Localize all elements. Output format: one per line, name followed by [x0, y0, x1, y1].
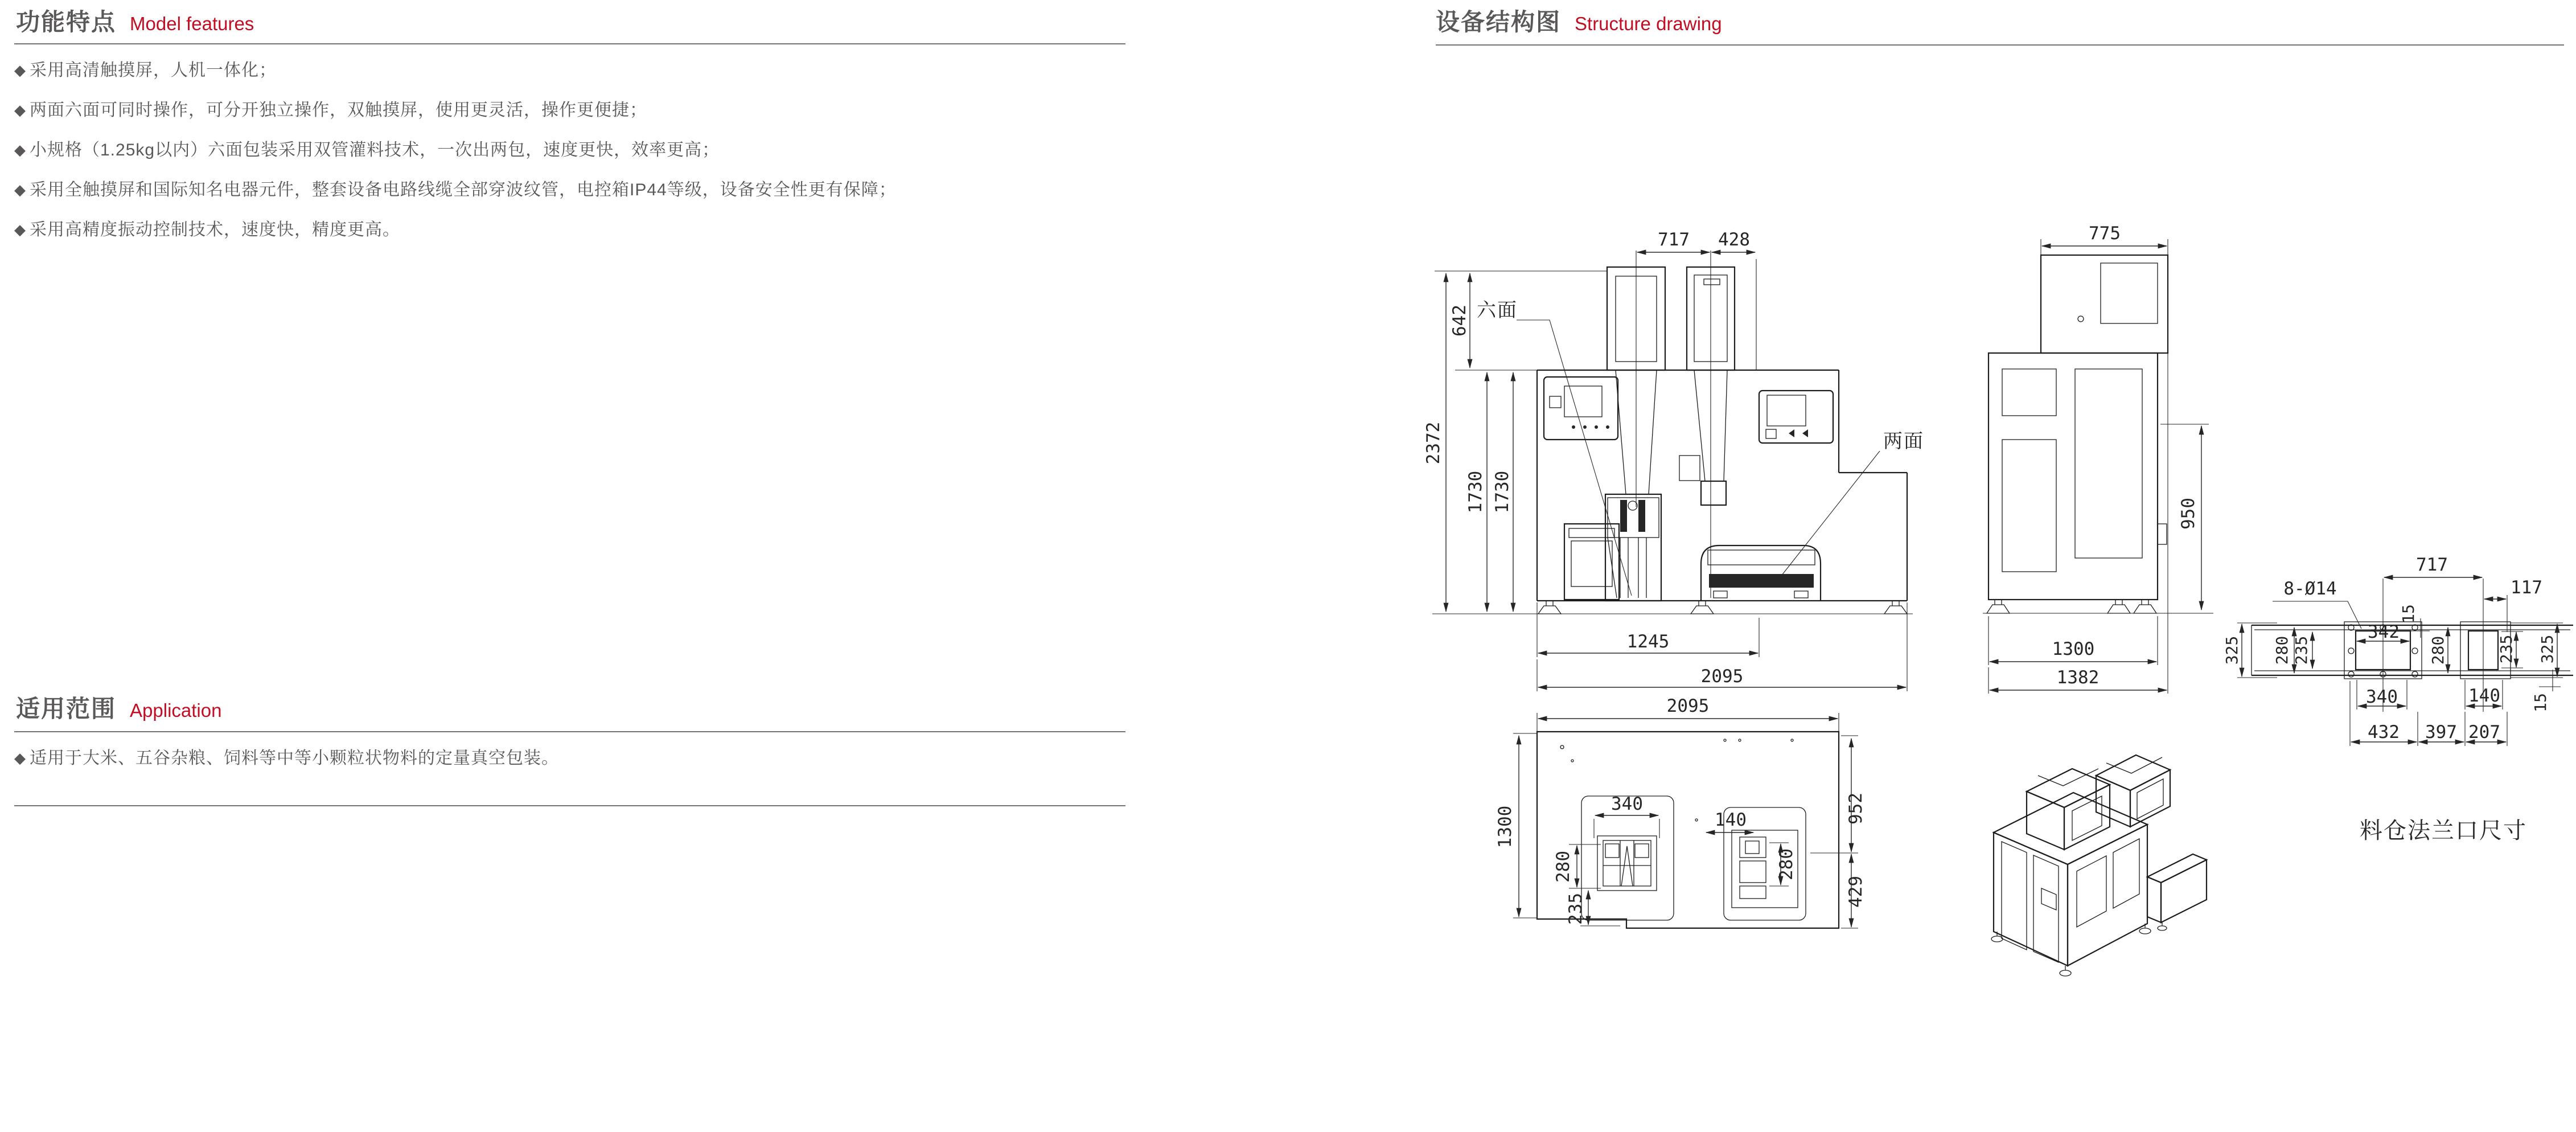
feature-text: 采用高精度振动控制技术，速度快，精度更高。 [30, 220, 400, 239]
part-label: 六面 [1477, 299, 1518, 322]
dimension-label: 1300 [2052, 639, 2095, 659]
dimension-label: 432 [2368, 722, 2400, 743]
conveyor-table [1701, 546, 1821, 601]
diamond-bullet-icon: ◆ [14, 141, 26, 158]
dimension-label: 1730 [1465, 470, 1486, 514]
feature-text: 小规格（1.25kg以内）六面包装采用双管灌料技术，一次出两包，速度更快，效率更高； [30, 141, 720, 159]
dimension-label: 1382 [2056, 667, 2100, 688]
dimension-labels [1423, 223, 2557, 925]
features-title-en: Model features [130, 13, 254, 34]
structure-title-en: Structure drawing [1575, 13, 1722, 34]
dimension-label: 428 [1718, 229, 1750, 250]
dimension-label: 2372 [1423, 421, 1444, 465]
dimension-label: 717 [1658, 229, 1690, 250]
dimension-label: 140 [1715, 810, 1747, 830]
dimension-label: 235 [1566, 893, 1586, 925]
top-view-six-side-station [1581, 796, 1674, 920]
side-top-cabinet [2041, 255, 2168, 353]
dimension-label: 280 [2429, 635, 2447, 665]
dimension-label: 2095 [1666, 696, 1710, 716]
bag-clamp-unit [1605, 494, 1661, 601]
touchscreen-panel-left [1544, 377, 1618, 440]
diamond-bullet-icon: ◆ [14, 181, 26, 198]
feature-text: 两面六面可同时操作，可分开独立操作，双触摸屏，使用更灵活，操作更便捷； [30, 101, 647, 120]
dimension-label: 235 [2292, 635, 2311, 665]
structure-title-zh: 设备结构图 [1436, 9, 1562, 35]
dimension-label: 340 [2366, 687, 2398, 707]
application-text: 适用于大米、五谷杂粮、饲料等中等小颗粒状物料的定量真空包装。 [30, 749, 559, 768]
dimension-label: 1245 [1626, 631, 1670, 652]
side-body [1989, 353, 2158, 600]
dimension-label: 280 [1553, 851, 1573, 883]
feature-text: 采用高清触摸屏，人机一体化； [30, 61, 277, 80]
dimension-label: 15 [2531, 693, 2550, 712]
isometric-view [1991, 755, 2207, 976]
dimension-label: 775 [2089, 223, 2121, 244]
dimension-label: 8-Ø14 [2283, 579, 2337, 599]
part-label: 两面 [1883, 430, 1924, 453]
diamond-bullet-icon: ◆ [14, 221, 26, 238]
application-title-zh: 适用范围 [16, 695, 117, 722]
dimension-label: 429 [1846, 876, 1866, 908]
dimension-label: 1730 [1492, 470, 1513, 514]
dimension-label: 2095 [1700, 666, 1744, 687]
application-title-en: Application [130, 700, 222, 721]
dimension-label: 1300 [1495, 805, 1515, 848]
dimension-label: 950 [2178, 498, 2199, 530]
dimension-label: 15 [2399, 604, 2418, 624]
touchscreen-panel-right [1759, 391, 1833, 443]
top-view [1513, 713, 1858, 928]
dimension-label: 952 [1846, 793, 1866, 825]
dimension-label: 207 [2468, 722, 2500, 743]
dimension-label: 117 [2511, 577, 2542, 598]
dimension-label: 642 [1449, 305, 1470, 337]
dimension-label: 397 [2425, 722, 2457, 743]
vacuum-chamber [1564, 524, 1619, 600]
feature-text: 采用全触摸屏和国际知名电器元件，整套设备电路线缆全部穿波纹管，电控箱IP44等级，设备安全性更有保障； [30, 181, 897, 199]
dimension-label: 340 [1611, 794, 1643, 814]
dimension-label: 280 [2273, 635, 2291, 665]
features-title-zh: 功能特点 [16, 9, 117, 35]
machine-feet [1538, 601, 1907, 614]
dimension-label: 342 [2368, 622, 2400, 642]
dimension-label: 325 [2222, 635, 2241, 665]
diamond-bullet-icon: ◆ [14, 101, 26, 118]
dimension-label: 325 [2538, 634, 2557, 664]
dimension-label: 280 [1776, 848, 1797, 880]
dimension-label: 717 [2416, 555, 2448, 575]
diamond-bullet-icon: ◆ [14, 749, 26, 766]
dimension-label: 235 [2497, 634, 2516, 664]
dimension-label: 140 [2468, 686, 2500, 706]
diamond-bullet-icon: ◆ [14, 61, 26, 79]
part-label: 料仓法兰口尺寸 [2360, 818, 2527, 844]
side-view [1983, 239, 2213, 694]
